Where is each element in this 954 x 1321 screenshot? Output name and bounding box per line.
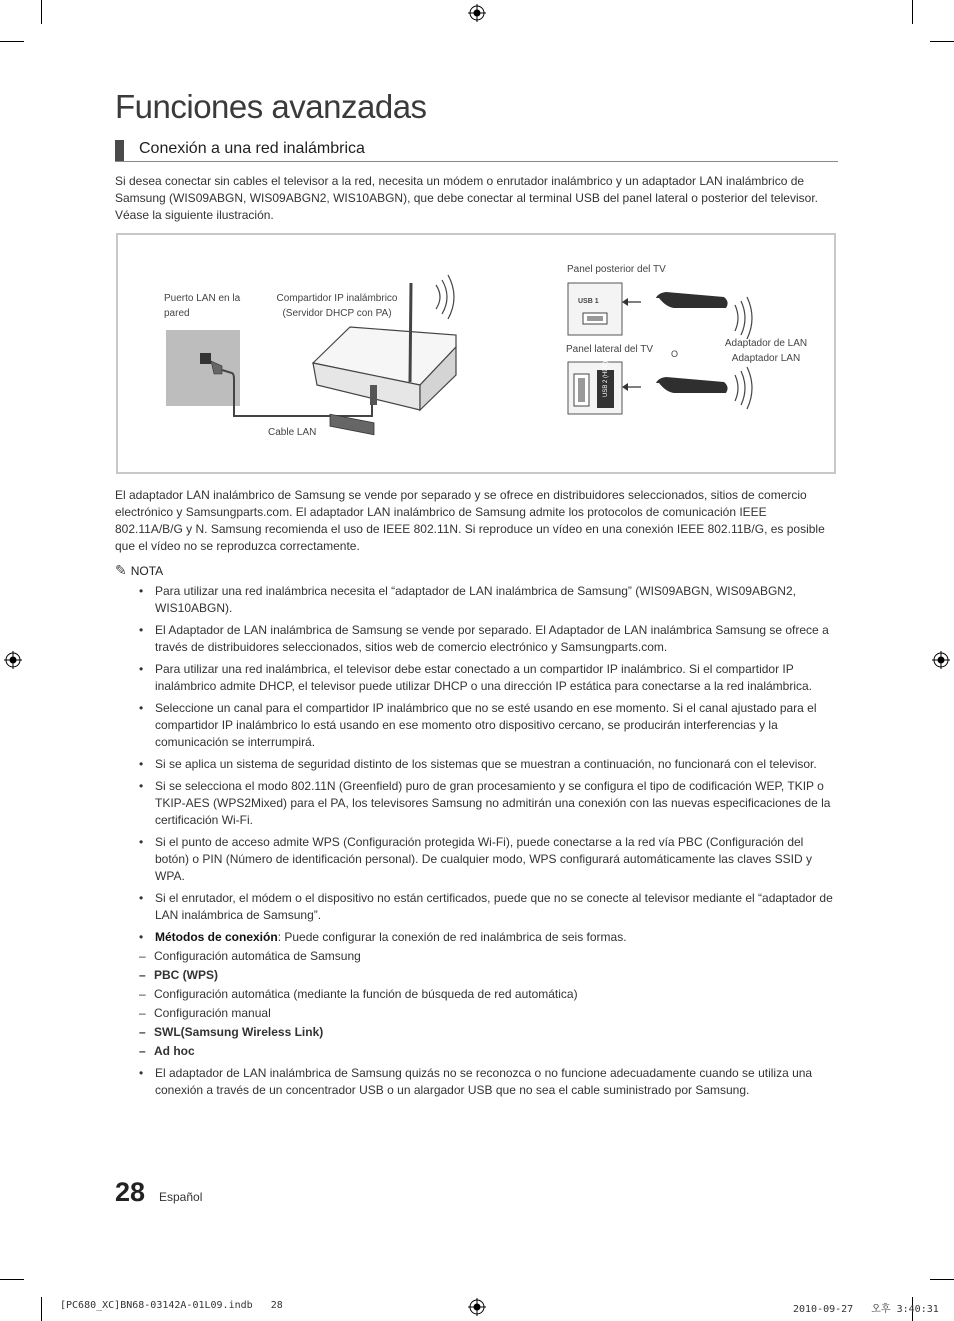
list-item: • Seleccione un canal para el compartidor IP inalámbrico que no se esté usando en ese momento. Si el canal ajustado para el compartidor IP inalámbrico lo está usando en ese momento otro dispositivo cercano, se producirán interferencias y la comunicación se interrumpirá. [139,700,839,751]
wireless-adapter-rear [641,292,728,308]
methods-list [139,948,839,1060]
crop-mark [41,1297,42,1321]
side-panel-label: Panel lateral del TV [566,344,654,355]
wifi-wave [735,375,738,401]
crop-mark [41,0,42,24]
wifi-wave [747,367,752,409]
arrow-icon [622,383,628,391]
adapter-label: Adaptador de LAN [724,338,808,349]
arrow-icon [622,298,628,306]
wall-port-label: Puerto LAN en la pared [164,293,241,319]
usb-rear-label: USB 1 [578,298,599,305]
cable-label: Cable LAN [268,427,317,438]
method-item: – PBC (WPS) [139,967,839,984]
router-plug [370,385,377,405]
footer-timestamp: 2010-09-27 오후 3:40:31 [793,1304,939,1315]
crop-mark [0,1279,24,1280]
crop-mark [0,41,24,42]
list-item: • El adaptador de LAN inalámbrica de Samsung quizás no se reconozca o no funcione adecuadamente cuando se utiliza una conexión a través de un concentrador USB o un alargador USB que no sea el cable suministrado por Samsung. [139,1065,839,1099]
section-marker [115,140,124,161]
methods-text: : Puede configurar la conexión de red inalámbrica de seis formas. [277,930,627,944]
router-antenna [410,283,411,382]
method-item: – Configuración automática (mediante la función de búsqueda de red automática) [139,986,839,1003]
list-item: • Si se aplica un sistema de seguridad distinto de los sistemas que se muestran a continuación, no funcionará con el televisor. [139,756,839,773]
router-label: Compartidor IP inalámbrico (Servidor DHCP con PA) [276,293,398,319]
pencil-icon: ✎ [115,562,127,578]
crop-mark [930,1279,954,1280]
rear-panel [568,283,622,335]
list-item: • Para utilizar una red inalámbrica, el televisor debe estar conectado a un compartidor IP inalámbrico. Si el compartidor IP inalámbrico admite DHCP, el televisor puede utilizar DHCP o una dirección IP estática para conectarse a la red inalámbrica. [139,661,839,695]
rear-panel-label: Panel posterior del TV [567,264,666,275]
wifi-wave [741,301,745,335]
list-item-methods [139,929,839,1060]
footer-file-info: [PC680_XC]BN68-03142A-01L09.indb 28 [60,1300,283,1311]
list-item: • Si se selecciona el modo 802.11N (Greenfield) puro de gran procesamiento y se configura el tipo de codificación WEP, TKIP o TKIP-AES (WPS2Mixed) para el PA, los televisores Samsung no admitirán una conexión con las nuevas especificaciones de la certificación Wi-Fi. [139,778,839,829]
network-diagram [116,233,836,474]
crop-mark [930,41,954,42]
section-divider [115,161,838,162]
registration-mark-icon [932,651,950,669]
registration-mark-icon [468,1298,486,1316]
note-label: NOTA [130,564,164,578]
page-number: 28 [115,1177,146,1207]
method-item: – SWL(Samsung Wireless Link) [139,1024,839,1041]
intro-paragraph: Si desea conectar sin cables el televisor a la red, necesita un módem o enrutador inalámbrico y un adaptador LAN inalámbrico de Samsung (WIS09ABGN, WIS09ABGN2, WIS10ABGN), que debe conectar al terminal USB del panel lateral o posterior del televisor. Véase la siguiente ilustración. [115,174,818,222]
registration-mark-icon [468,4,486,22]
notes-list [139,583,839,1104]
chapter-title: Funciones avanzadas [115,88,427,125]
adapter-label: Adaptador LAN [731,353,801,364]
section-title: Conexión a una red inalámbrica [139,140,365,157]
body-paragraph: El adaptador LAN inalámbrico de Samsung se vende por separado y se ofrece en distribuidores seleccionados, sitios de comercio electrónico y Samsungparts.com. El adaptador LAN inalámbrico de Samsung admite los protocolos de comunicación IEEE 802.11A/B/G y N. Samsung recomienda el uso de IEEE 802.11N. Si reproduce un vídeo en una conexión IEEE 802.11B/G, es posible que el vídeo no se reproduzca correctamente. [115,488,825,553]
wall-port [200,353,211,364]
page-language: Español [159,1190,203,1204]
or-label: O [671,349,679,359]
list-item: • Si el enrutador, el módem o el dispositivo no están certificados, puede que no se conecte al televisor mediante el “adaptador de LAN inalámbrica de Samsung”. [139,890,839,924]
list-item: • El Adaptador de LAN inalámbrica de Samsung se vende por separado. El Adaptador de LAN inalámbrica Samsung se ofrece a través de distribuidores seleccionados, sitios web de comercio electrónico y Samsungparts.com. [139,622,839,656]
wifi-wave [735,305,738,331]
wifi-wave [442,280,447,314]
usb-side-label: USB 2 (HDD) [603,360,609,397]
router-ports [330,414,374,435]
method-item: – Configuración automática de Samsung [139,948,839,965]
note-heading [115,562,163,579]
wifi-wave [747,297,752,339]
registration-mark-icon [4,651,22,669]
wifi-wave [741,371,745,405]
list-item: • Para utilizar una red inalámbrica necesita el “adaptador de LAN inalámbrica de Samsung” (WIS09ABGN, WIS09ABGN2, WIS10ABGN). [139,583,839,617]
wall-panel [166,330,240,406]
wifi-wave [448,275,454,319]
wifi-wave [436,285,440,309]
wireless-adapter-side [641,377,728,393]
methods-label: Métodos de conexión [155,930,278,944]
crop-mark [912,0,913,24]
method-item: – Ad hoc [139,1043,839,1060]
method-item: – Configuración manual [139,1005,839,1022]
list-item: • Si el punto de acceso admite WPS (Configuración protegida Wi-Fi), puede conectarse a la red vía PBC (Configuración del botón) o PIN (Número de identificación personal). De cualquier modo, WPS configurará automáticamente las claves SSID y WPA. [139,834,839,885]
